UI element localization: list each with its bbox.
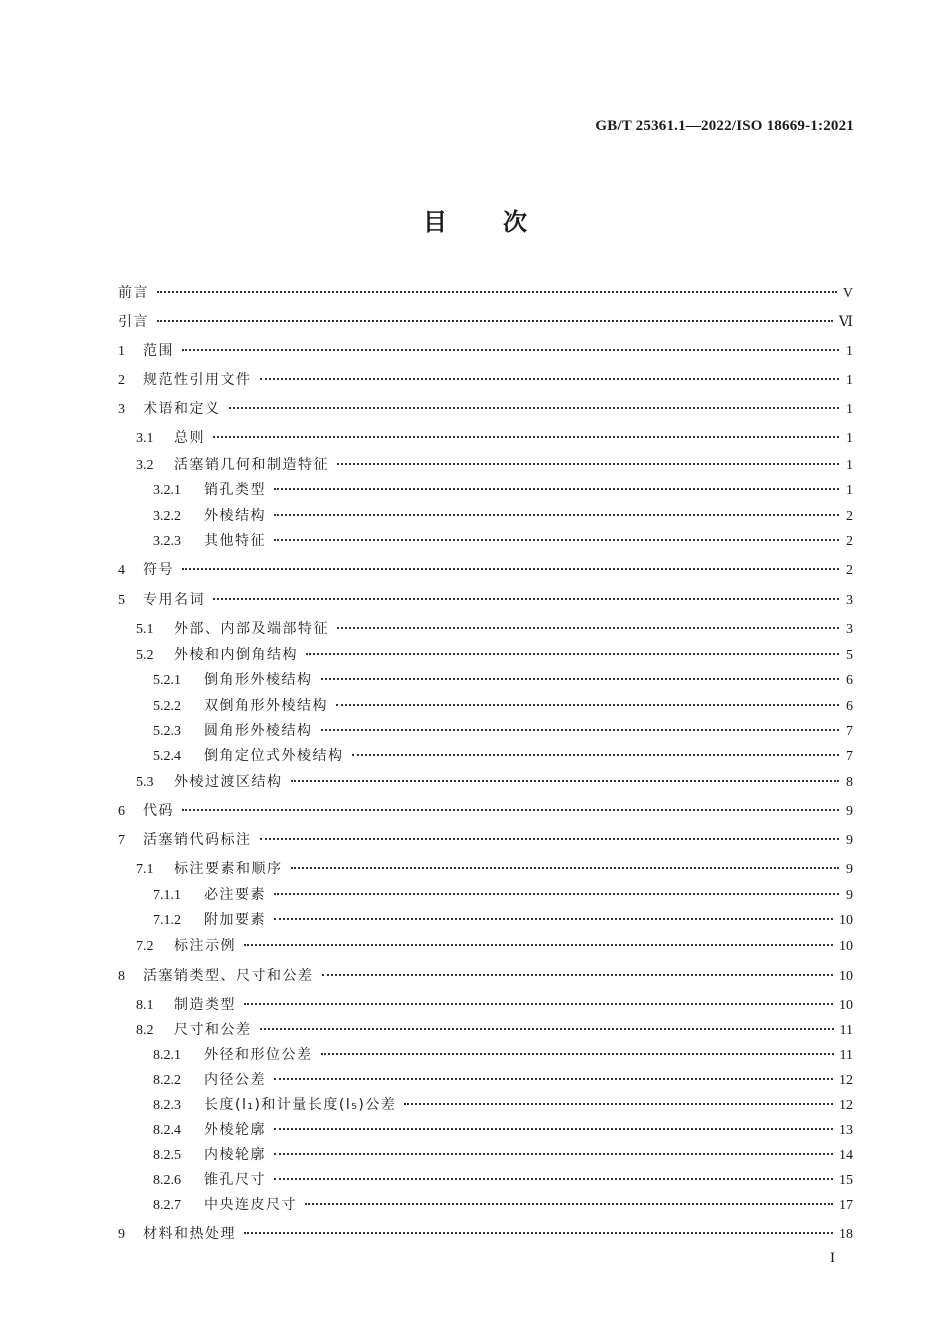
toc-entry[interactable] [136, 995, 853, 1015]
toc-entry[interactable] [153, 721, 853, 741]
page-title: 目次 [423, 208, 583, 236]
toc-entry-page: V [842, 286, 853, 301]
toc-entry-number: 3 [118, 402, 125, 417]
toc-entry-page: 6 [846, 673, 853, 688]
toc-entry[interactable] [118, 399, 853, 419]
toc-entry-page: 11 [839, 1048, 853, 1063]
toc-entry-page: 10 [839, 998, 853, 1013]
toc-entry-page: 17 [839, 1198, 853, 1213]
toc-entry-page: 1 [846, 431, 853, 446]
toc-entry[interactable] [153, 1195, 853, 1215]
dot-leader [321, 1053, 834, 1055]
toc-entry[interactable] [153, 480, 853, 500]
toc-entry-number: 7.1 [136, 862, 154, 877]
toc-entry-page: 6 [846, 699, 853, 714]
toc-entry-number: 3.2 [136, 458, 154, 473]
dot-leader [260, 378, 840, 380]
toc-entry-page: 1 [846, 483, 853, 498]
toc-entry[interactable] [136, 428, 853, 448]
toc-entry-label: 必注要素 [204, 887, 266, 903]
toc-entry-label: 标注要素和顺序 [174, 861, 283, 877]
toc-entry-label: 倒角定位式外棱结构 [204, 748, 344, 764]
dot-leader [291, 867, 840, 869]
dot-leader [274, 1128, 833, 1130]
toc-entry-label: 长度(l₁)和计量长度(l₅)公差 [204, 1097, 397, 1113]
toc-entry-label: 活塞销类型、尺寸和公差 [143, 968, 314, 984]
toc-entry-number: 8.2 [136, 1023, 154, 1038]
toc-entry-label: 销孔类型 [204, 482, 266, 498]
toc-entry-label: 范围 [143, 343, 174, 359]
dot-leader [274, 1078, 833, 1080]
toc-entry-page: Ⅵ [838, 315, 853, 330]
toc-entry-number: 5.3 [136, 775, 154, 790]
toc-entry-page: 12 [839, 1073, 853, 1088]
toc-entry-label: 引言 [118, 314, 149, 330]
toc-entry-label: 标注示例 [174, 938, 236, 954]
toc-entry[interactable] [153, 885, 853, 905]
dot-leader [274, 1178, 833, 1180]
toc-entry-label: 外棱和内倒角结构 [174, 647, 298, 663]
dot-leader [260, 1028, 834, 1030]
toc-entry-page: 3 [846, 593, 853, 608]
dot-leader [182, 568, 839, 570]
dot-leader [274, 1153, 833, 1155]
toc-entry-label: 锥孔尺寸 [204, 1172, 266, 1188]
toc-entry-label: 尺寸和公差 [174, 1022, 252, 1038]
toc-entry[interactable] [136, 619, 853, 639]
toc-entry-number: 3.2.3 [153, 534, 181, 549]
dot-leader [291, 780, 840, 782]
dot-leader [274, 893, 839, 895]
toc-entry-label: 倒角形外棱结构 [204, 672, 313, 688]
dot-leader [213, 598, 839, 600]
toc-entry-label: 符号 [143, 562, 174, 578]
dot-leader [157, 291, 837, 293]
toc-entry-number: 1 [118, 344, 125, 359]
dot-leader [352, 754, 840, 756]
dot-leader [260, 838, 840, 840]
toc-entry-label: 双倒角形外棱结构 [204, 698, 328, 714]
toc-entry-page: 9 [846, 833, 853, 848]
dot-leader [274, 918, 833, 920]
toc-entry-number: 7.1.1 [153, 888, 181, 903]
toc-entry-number: 3.2.1 [153, 483, 181, 498]
toc-entry-label: 附加要素 [204, 912, 266, 928]
toc-entry-number: 5.2.4 [153, 749, 181, 764]
toc-entry[interactable] [118, 830, 853, 850]
toc-entry-label: 外径和形位公差 [204, 1047, 313, 1063]
toc-entry-number: 9 [118, 1227, 125, 1242]
toc-entry-number: 8.2.6 [153, 1173, 181, 1188]
toc-entry-page: 1 [846, 402, 853, 417]
toc-entry-number: 8.2.1 [153, 1048, 181, 1063]
toc-entry-label: 制造类型 [174, 997, 236, 1013]
toc-entry[interactable] [153, 1120, 853, 1140]
toc-entry-label: 术语和定义 [143, 401, 221, 417]
toc-entry-label: 外棱过渡区结构 [174, 774, 283, 790]
toc-entry[interactable] [136, 859, 853, 879]
toc-entry-number: 5 [118, 593, 125, 608]
toc-entry-label: 专用名词 [143, 592, 205, 608]
toc-entry-number: 8.1 [136, 998, 154, 1013]
toc-entry-label: 活塞销几何和制造特征 [174, 457, 329, 473]
toc-entry-label: 规范性引用文件 [143, 372, 252, 388]
dot-leader [157, 320, 833, 322]
toc-entry-label: 外棱轮廓 [204, 1122, 266, 1138]
toc-entry-number: 5.2.1 [153, 673, 181, 688]
toc-entry-number: 8.2.5 [153, 1148, 181, 1163]
toc-entry-label: 中央连皮尺寸 [204, 1197, 297, 1213]
toc-entry-label: 外部、内部及端部特征 [174, 621, 329, 637]
standard-code-header: GB/T 25361.1—2022/ISO 18669-1:2021 [595, 118, 854, 134]
dot-leader [337, 627, 839, 629]
toc-entry-number: 7.2 [136, 939, 154, 954]
dot-leader [244, 944, 833, 946]
toc-entry-page: 1 [846, 373, 853, 388]
toc-entry-number: 4 [118, 563, 125, 578]
toc-entry-page: 14 [839, 1148, 853, 1163]
toc-entry-number: 8 [118, 969, 125, 984]
toc-entry[interactable] [153, 1170, 853, 1190]
toc-entry-page: 7 [846, 749, 853, 764]
toc-entry-page: 10 [839, 969, 853, 984]
toc-entry-page: 13 [839, 1123, 853, 1138]
toc-entry-label: 活塞销代码标注 [143, 832, 252, 848]
dot-leader [229, 407, 840, 409]
toc-entry-page: 2 [846, 534, 853, 549]
dot-leader [213, 436, 839, 438]
toc-entry-page: 2 [846, 509, 853, 524]
toc-entry-page: 11 [839, 1023, 853, 1038]
dot-leader [321, 678, 840, 680]
toc-entry-label: 总则 [174, 430, 205, 446]
toc-entry-page: 1 [846, 458, 853, 473]
dot-leader [182, 349, 839, 351]
toc-entry[interactable] [153, 746, 853, 766]
toc-entry-page: 9 [846, 888, 853, 903]
toc-entry[interactable] [153, 696, 853, 716]
toc-entry-label: 内棱轮廓 [204, 1147, 266, 1163]
toc-entry[interactable] [153, 506, 853, 526]
toc-entry-number: 5.2 [136, 648, 154, 663]
toc-entry-number: 2 [118, 373, 125, 388]
toc-entry-number: 8.2.3 [153, 1098, 181, 1113]
toc-entry[interactable] [136, 645, 853, 665]
toc-entry-page: 2 [846, 563, 853, 578]
toc-entry-page: 18 [839, 1227, 853, 1242]
toc-entry[interactable] [153, 1045, 853, 1065]
toc-entry-number: 7.1.2 [153, 913, 181, 928]
toc-entry[interactable] [118, 341, 853, 361]
toc-entry-page: 5 [846, 648, 853, 663]
toc-entry[interactable] [118, 312, 853, 332]
toc-entry-page: 9 [846, 804, 853, 819]
toc-entry[interactable] [118, 590, 853, 610]
toc-entry[interactable] [136, 455, 853, 475]
toc-entry[interactable] [153, 1095, 853, 1115]
toc-entry-number: 3.1 [136, 431, 154, 446]
dot-leader [337, 463, 839, 465]
toc-entry[interactable] [153, 670, 853, 690]
toc-entry-page: 9 [846, 862, 853, 877]
dot-leader [306, 653, 839, 655]
toc-entry-number: 8.2.7 [153, 1198, 181, 1213]
toc-entry-label: 外棱结构 [204, 508, 266, 524]
toc-entry-label: 代码 [143, 803, 174, 819]
toc-entry-number: 8.2.2 [153, 1073, 181, 1088]
toc-entry-label: 材料和热处理 [143, 1226, 236, 1242]
toc-entry[interactable] [153, 1145, 853, 1165]
toc-entry-label: 圆角形外棱结构 [204, 723, 313, 739]
dot-leader [305, 1203, 833, 1205]
toc-entry-page: 8 [846, 775, 853, 790]
toc-entry[interactable] [118, 1224, 853, 1244]
dot-leader [244, 1232, 833, 1234]
dot-leader [404, 1103, 833, 1105]
dot-leader [274, 488, 839, 490]
dot-leader [336, 704, 839, 706]
toc-entry-label: 前言 [118, 285, 149, 301]
toc-entry[interactable] [153, 531, 853, 551]
dot-leader [274, 514, 839, 516]
toc-entry-number: 5.2.2 [153, 699, 181, 714]
toc-entry-page: 10 [839, 913, 853, 928]
toc-entry-page: 12 [839, 1098, 853, 1113]
toc-entry-number: 5.2.3 [153, 724, 181, 739]
toc-entry-page: 10 [839, 939, 853, 954]
toc-entry[interactable] [118, 966, 853, 986]
toc-entry[interactable] [153, 1070, 853, 1090]
toc-entry-number: 6 [118, 804, 125, 819]
toc-entry[interactable] [118, 370, 853, 390]
toc-entry[interactable] [118, 283, 853, 303]
dot-leader [274, 539, 839, 541]
dot-leader [182, 809, 839, 811]
toc-entry[interactable] [136, 936, 853, 956]
toc-entry[interactable] [118, 560, 853, 580]
toc-entry-number: 3.2.2 [153, 509, 181, 524]
dot-leader [321, 729, 840, 731]
toc-entry[interactable] [118, 801, 853, 821]
toc-entry-page: 15 [839, 1173, 853, 1188]
toc-entry[interactable] [136, 772, 853, 792]
toc-entry-label: 内径公差 [204, 1072, 266, 1088]
dot-leader [322, 974, 834, 976]
toc-entry-number: 8.2.4 [153, 1123, 181, 1138]
toc-entry-number: 5.1 [136, 622, 154, 637]
toc-entry[interactable] [153, 910, 853, 930]
page-number: I [830, 1250, 835, 1266]
toc-entry[interactable] [136, 1020, 853, 1040]
toc-entry-number: 7 [118, 833, 125, 848]
toc-entry-label: 其他特征 [204, 533, 266, 549]
toc-entry-page: 1 [846, 344, 853, 359]
toc-entry-page: 3 [846, 622, 853, 637]
dot-leader [244, 1003, 833, 1005]
toc-entry-page: 7 [846, 724, 853, 739]
